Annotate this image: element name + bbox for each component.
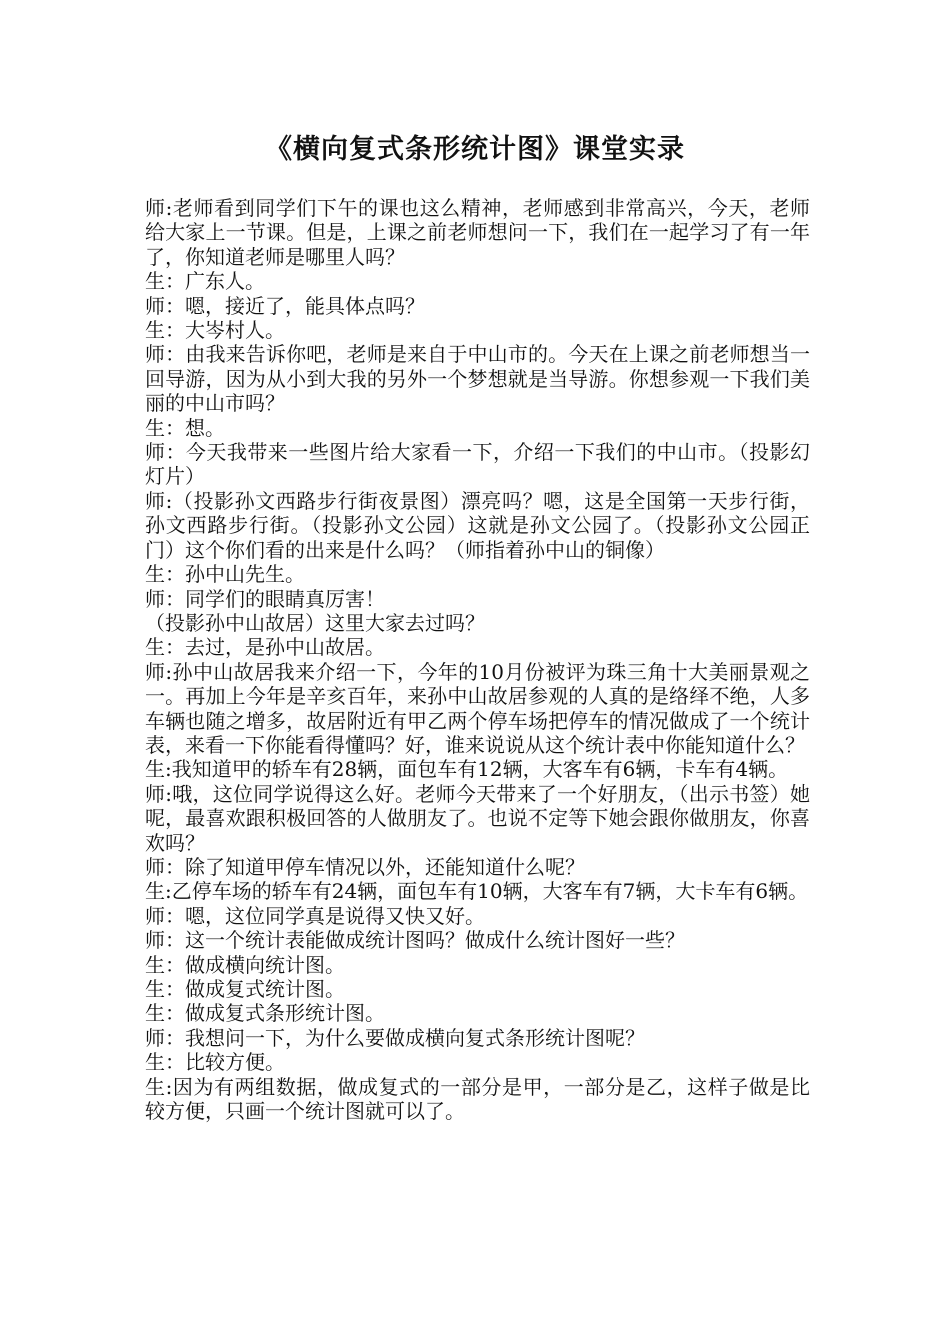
dialogue-paragraph: 师：今天我带来一些图片给大家看一下，介绍一下我们的中山市。（投影幻灯片） bbox=[145, 440, 810, 489]
document-title: 《横向复式条形统计图》课堂实录 bbox=[265, 134, 685, 165]
dialogue-paragraph: 生：比较方便。 bbox=[145, 1050, 285, 1075]
dialogue-paragraph: 师：嗯，这位同学真是说得又快又好。 bbox=[145, 903, 485, 928]
dialogue-paragraph: 师：嗯，接近了，能具体点吗？ bbox=[145, 293, 425, 318]
dialogue-paragraph: 师:（投影孙文西路步行街夜景图）漂亮吗？嗯，这是全国第一天步行街，孙文西路步行街。（投影孙文公园）这就是孙文公园了。（投影孙文公园正门）这个你们看的出来是什么吗？（师指着孙中山的铜像） bbox=[145, 488, 810, 562]
dialogue-paragraph: 师:孙中山故居我来介绍一下，今年的10月份被评为珠三角十大美丽景观之一。再加上今年是辛亥百年，来孙中山故居参观的人真的是络绎不绝，人多车辆也随之增多，故居附近有甲乙两个停车场把停车的情况做成了一个统计表，来看一下你能看得懂吗？好，谁来说说从这个统计表中你能知道什么？ bbox=[145, 659, 810, 757]
dialogue-paragraph: 生:乙停车场的轿车有24辆，面包车有10辆，大客车有7辆，大卡车有6辆。 bbox=[145, 879, 809, 904]
dialogue-paragraph: 生：做成横向统计图。 bbox=[145, 952, 345, 977]
dialogue-paragraph: 生：大岑村人。 bbox=[145, 318, 285, 343]
dialogue-paragraph: （投影孙中山故居）这里大家去过吗？ bbox=[145, 610, 485, 635]
dialogue-paragraph: 生:因为有两组数据，做成复式的一部分是甲，一部分是乙，这样子做是比较方便，只画一个统计图就可以了。 bbox=[145, 1074, 810, 1124]
dialogue-paragraph: 生：孙中山先生。 bbox=[145, 562, 305, 587]
dialogue-paragraph: 生：做成复式统计图。 bbox=[145, 977, 345, 1001]
dialogue-paragraph: 师：除了知道甲停车情况以外，还能知道什么呢？ bbox=[145, 854, 585, 879]
dialogue-paragraph: 师：同学们的眼睛真厉害！ bbox=[145, 586, 385, 611]
dialogue-paragraph: 生:我知道甲的轿车有28辆，面包车有12辆，大客车有6辆，卡车有4辆。 bbox=[145, 757, 789, 782]
dialogue-paragraph: 师：由我来告诉你吧，老师是来自于中山市的。今天在上课之前老师想当一回导游，因为从小到大我的另外一个梦想就是当导游。你想参观一下我们美丽的中山市吗？ bbox=[145, 342, 810, 416]
dialogue-paragraph: 生：做成复式条形统计图。 bbox=[145, 1001, 385, 1026]
dialogue-paragraph: 生：想。 bbox=[145, 415, 225, 440]
dialogue-paragraph: 生：去过，是孙中山故居。 bbox=[145, 635, 385, 660]
dialogue-paragraph: 生：广东人。 bbox=[145, 269, 265, 294]
dialogue-paragraph: 师：这一个统计表能做成统计图吗？做成什么统计图好一些？ bbox=[145, 928, 685, 953]
dialogue-body bbox=[145, 196, 810, 1123]
dialogue-paragraph: 师:哦，这位同学说得这么好。老师今天带来了一个好朋友，（出示书签）她呢，最喜欢跟积极回答的人做朋友了。也说不定等下她会跟你做朋友，你喜欢吗？ bbox=[145, 781, 810, 855]
dialogue-paragraph: 师:老师看到同学们下午的课也这么精神，老师感到非常高兴，今天，老师给大家上一节课。但是，上课之前老师想问一下，我们在一起学习了有一年了，你知道老师是哪里人吗？ bbox=[145, 196, 810, 269]
dialogue-paragraph: 师：我想问一下，为什么要做成横向复式条形统计图呢？ bbox=[145, 1025, 645, 1050]
